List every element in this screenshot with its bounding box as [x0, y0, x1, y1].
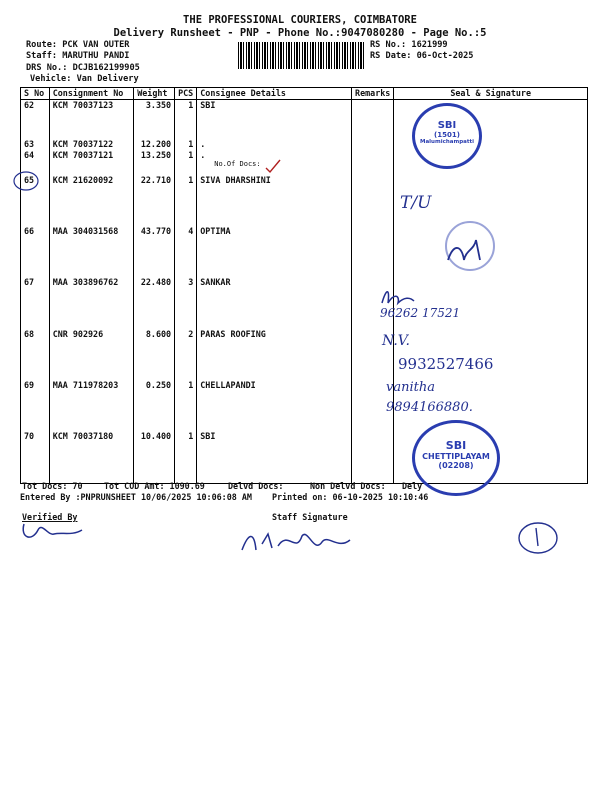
col-weight: Weight [134, 88, 175, 100]
entered-by: Entered By :PNPRUNSHEET 10/06/2025 10:06:08 AM [20, 492, 252, 502]
printed-on: Printed on: 06-10-2025 10:10:46 [272, 492, 429, 502]
sno: 63 [21, 139, 50, 150]
pcs: 2 [175, 329, 197, 380]
consignee: SANKAR [197, 277, 352, 329]
col-seal: Seal & Signature [394, 88, 588, 100]
consignment-no: MAA 304031568 [49, 226, 133, 277]
handwriting-row69-phone: 9894166880. [386, 400, 473, 415]
consignment-no: KCM 70037121 [49, 150, 133, 175]
pcs: 1 [175, 431, 197, 484]
route-label: Route: PCK VAN OUTER [26, 40, 130, 50]
tick-mark [264, 158, 282, 174]
col-pcs: PCS [175, 88, 197, 100]
non-delivered-docs: Non Delvd Docs: [310, 481, 386, 491]
sno: 69 [21, 380, 50, 431]
sbi-stamp-2: SBI CHETTIPLAYAM (02208) [412, 420, 500, 496]
weight: 22.710 [134, 175, 175, 226]
table-row [21, 277, 588, 329]
consignment-no: CNR 902926 [49, 329, 133, 380]
consignment-no: KCM 21620092 [49, 175, 133, 226]
verified-signature [18, 516, 88, 546]
handwriting-row67-phone: 96262 17521 [380, 306, 461, 320]
table-row [21, 226, 588, 277]
table-row [21, 175, 588, 226]
consignment-no: KCM 70037123 [49, 100, 133, 139]
weight: 10.400 [134, 431, 175, 484]
consignee: SBI [197, 100, 352, 139]
vehicle-label: Vehicle: Van Delivery [30, 74, 139, 84]
col-consignment: Consignment No [49, 88, 133, 100]
pcs: 1 [175, 380, 197, 431]
total-cod: Tot COD Amt: 1090.69 [104, 481, 205, 491]
consignee: PARAS ROOFING [197, 329, 352, 380]
staff-signature-label: Staff Signature [272, 512, 348, 522]
sno: 62 [21, 100, 50, 139]
sno: 68 [21, 329, 50, 380]
table-row [21, 139, 588, 150]
dely-label: Dely [402, 481, 423, 491]
weight: 3.350 [134, 100, 175, 139]
delivered-docs: Delvd Docs: [228, 481, 284, 491]
drs-number: DRS No.: DCJB162199905 [26, 63, 140, 73]
consignment-no: KCM 70037180 [49, 431, 133, 484]
col-remarks: Remarks [352, 88, 394, 100]
total-docs: Tot Docs: 70 [22, 481, 83, 491]
weight: 12.200 [134, 139, 175, 150]
table-row [21, 329, 588, 380]
staff-label: Staff: MARUTHU PANDI [26, 51, 130, 61]
pcs: 4 [175, 226, 197, 277]
consignee: . [197, 139, 352, 150]
col-sno: S No [21, 88, 50, 100]
consignee: SIVA DHARSHINI [197, 175, 352, 226]
weight: 8.600 [134, 329, 175, 380]
weight: 13.250 [134, 150, 175, 175]
sno: 70 [21, 431, 50, 484]
table-row [21, 431, 588, 484]
pcs: 1 [175, 150, 197, 175]
no-of-docs-label: No.Of Docs: [214, 159, 261, 168]
circled-signature [516, 520, 560, 556]
pcs: 1 [175, 175, 197, 226]
sbi-stamp-1: SBI (1501) Malumichampatti [412, 103, 482, 169]
table-row [21, 380, 588, 431]
document-subtitle: Delivery Runsheet - PNP - Phone No.:9047080280 - Page No.:5 [113, 27, 487, 39]
barcode [238, 42, 366, 69]
rs-date: RS Date: 06-Oct-2025 [370, 51, 474, 61]
sno: 65 [21, 175, 50, 226]
sno: 66 [21, 226, 50, 277]
faint-seal [440, 220, 500, 275]
rs-number: RS No.: 1621999 [370, 40, 448, 50]
company-name: THE PROFESSIONAL COURIERS, COIMBATORE [183, 14, 417, 26]
sno: 64 [21, 150, 50, 175]
consignee: OPTIMA [197, 226, 352, 277]
weight: 0.250 [134, 380, 175, 431]
verified-by-label: Verified By [22, 512, 78, 522]
consignee: . No.Of Docs: [197, 150, 352, 175]
pcs: 1 [175, 100, 197, 139]
weight: 43.770 [134, 226, 175, 277]
handwriting-row69-name: vanitha [386, 380, 435, 395]
handwriting-row65: T/U [400, 193, 432, 213]
pcs: 1 [175, 139, 197, 150]
table-header-row [21, 88, 588, 100]
consignee: SBI [197, 431, 352, 484]
staff-signature [238, 524, 358, 560]
runsheet-table [20, 87, 588, 484]
weight: 22.480 [134, 277, 175, 329]
handwriting-row68-name: N.V. [382, 333, 410, 349]
col-consignee: Consignee Details [197, 88, 352, 100]
consignee: CHELLAPANDI [197, 380, 352, 431]
table-row [21, 150, 588, 175]
table-row [21, 100, 588, 139]
circle-mark-65 [12, 170, 42, 192]
sno: 67 [21, 277, 50, 329]
handwriting-row68-phone: 9932527466 [398, 355, 494, 373]
pcs: 3 [175, 277, 197, 329]
consignment-no: KCM 70037122 [49, 139, 133, 150]
consignment-no: MAA 711978203 [49, 380, 133, 431]
consignment-no: MAA 303896762 [49, 277, 133, 329]
